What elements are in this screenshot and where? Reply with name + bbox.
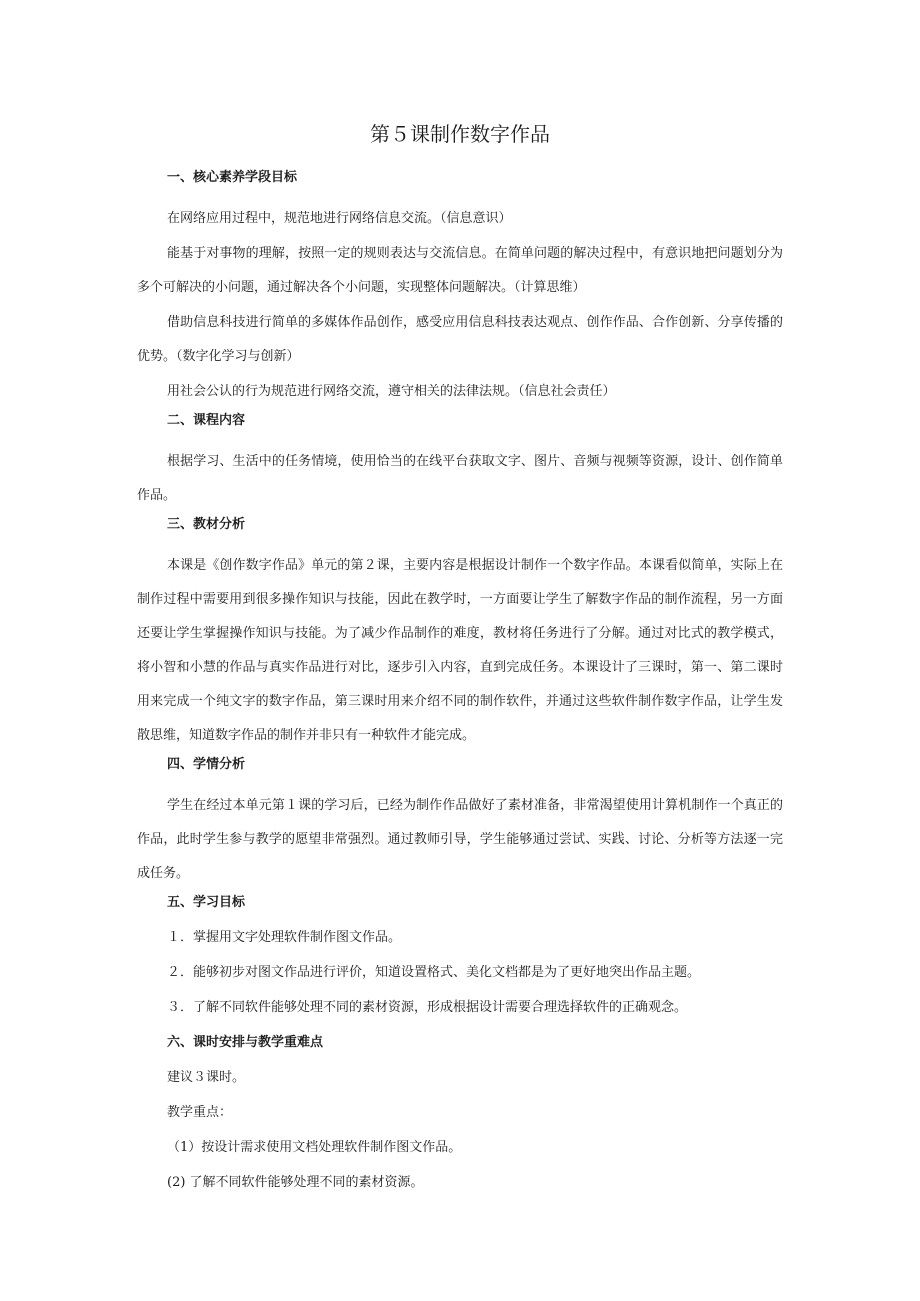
paragraph: 学生在经过本单元第１课的学习后，已经为制作作品做好了素材准备，非常渴望使用计算机制作一个真正的作品，此时学生参与教学的愿望非常强烈。通过教师引导，学生能够通过尝试、实践、讨论、分析等方法逐一完成任务。	[137, 798, 783, 881]
paragraph: 根据学习、生活中的任务情境，使用恰当的在线平台获取文字、图片、音频与视频等资源，设计、创作简单作品。	[137, 454, 783, 503]
list-item: （1）按设计需求使用文档处理软件制作图文作品。	[167, 1140, 462, 1155]
paragraph: 用社会公认的行为规范进行网络交流，遵守相关的法律法规。（信息社会责任）	[167, 384, 616, 399]
section-heading-students: 四、学情分析	[167, 757, 246, 772]
paragraph: 能基于对事物的理解，按照一定的规则表达与交流信息。在简单问题的解决过程中，有意识地把问题划分为多个可解决的小问题，通过解决各个小问题，实现整体问题解决。（计算思维）	[137, 246, 783, 295]
list-item: １．掌握用文字处理软件制作图文作品。	[167, 930, 402, 945]
list-item: 教学重点：	[167, 1105, 233, 1120]
section-heading-schedule: 六、课时安排与教学重难点	[167, 1035, 324, 1050]
paragraph: 本课是《创作数字作品》单元的第２课，主要内容是根据设计制作一个数字作品。本课看似简单，实际上在制作过程中需要用到很多操作知识与技能，因此在教学时，一方面要让学生了解数字作品的制作流程，另一方面还要让学生掌握操作知识与技能。为了减少作品制作的难度，教材将任务进行了分解。通过对比式的教学模式，将小智和小慧的作品与真实作品进行对比，逐步引入内容，直到完成任务。本课设计了三课时，第一、第二课时用来完成一个纯文字的数字作品，第三课时用来介绍不同的制作软件，并通过这些软件制作数字作品，让学生发散思维，知道数字作品的制作并非只有一种软件才能完成。	[137, 558, 783, 743]
section-heading-textbook: 三、教材分析	[167, 517, 246, 532]
paragraph: 借助信息科技进行简单的多媒体作品创作，感受应用信息科技表达观点、创作作品、合作创新、分享传播的优势。（数字化学习与创新）	[137, 315, 783, 364]
page-title: 第５课制作数字作品	[370, 122, 550, 146]
section-heading-objectives: 五、学习目标	[167, 895, 246, 910]
list-item: (2) 了解不同软件能够处理不同的素材资源。	[167, 1175, 424, 1190]
list-item: 建议３课时。	[167, 1070, 246, 1085]
document-body	[137, 167, 783, 1207]
list-item: ３．了解不同软件能够处理不同的素材资源，形成根据设计需要合理选择软件的正确观念。	[167, 1000, 688, 1015]
list-item: ２．能够初步对图文作品进行评价，知道设置格式、美化文档都是为了更好地突出作品主题。	[167, 965, 701, 980]
section-heading-content: 二、课程内容	[167, 413, 246, 428]
paragraph: 在网络应用过程中，规范地进行网络信息交流。（信息意识）	[167, 211, 512, 226]
section-heading-goals: 一、核心素养学段目标	[167, 170, 298, 185]
